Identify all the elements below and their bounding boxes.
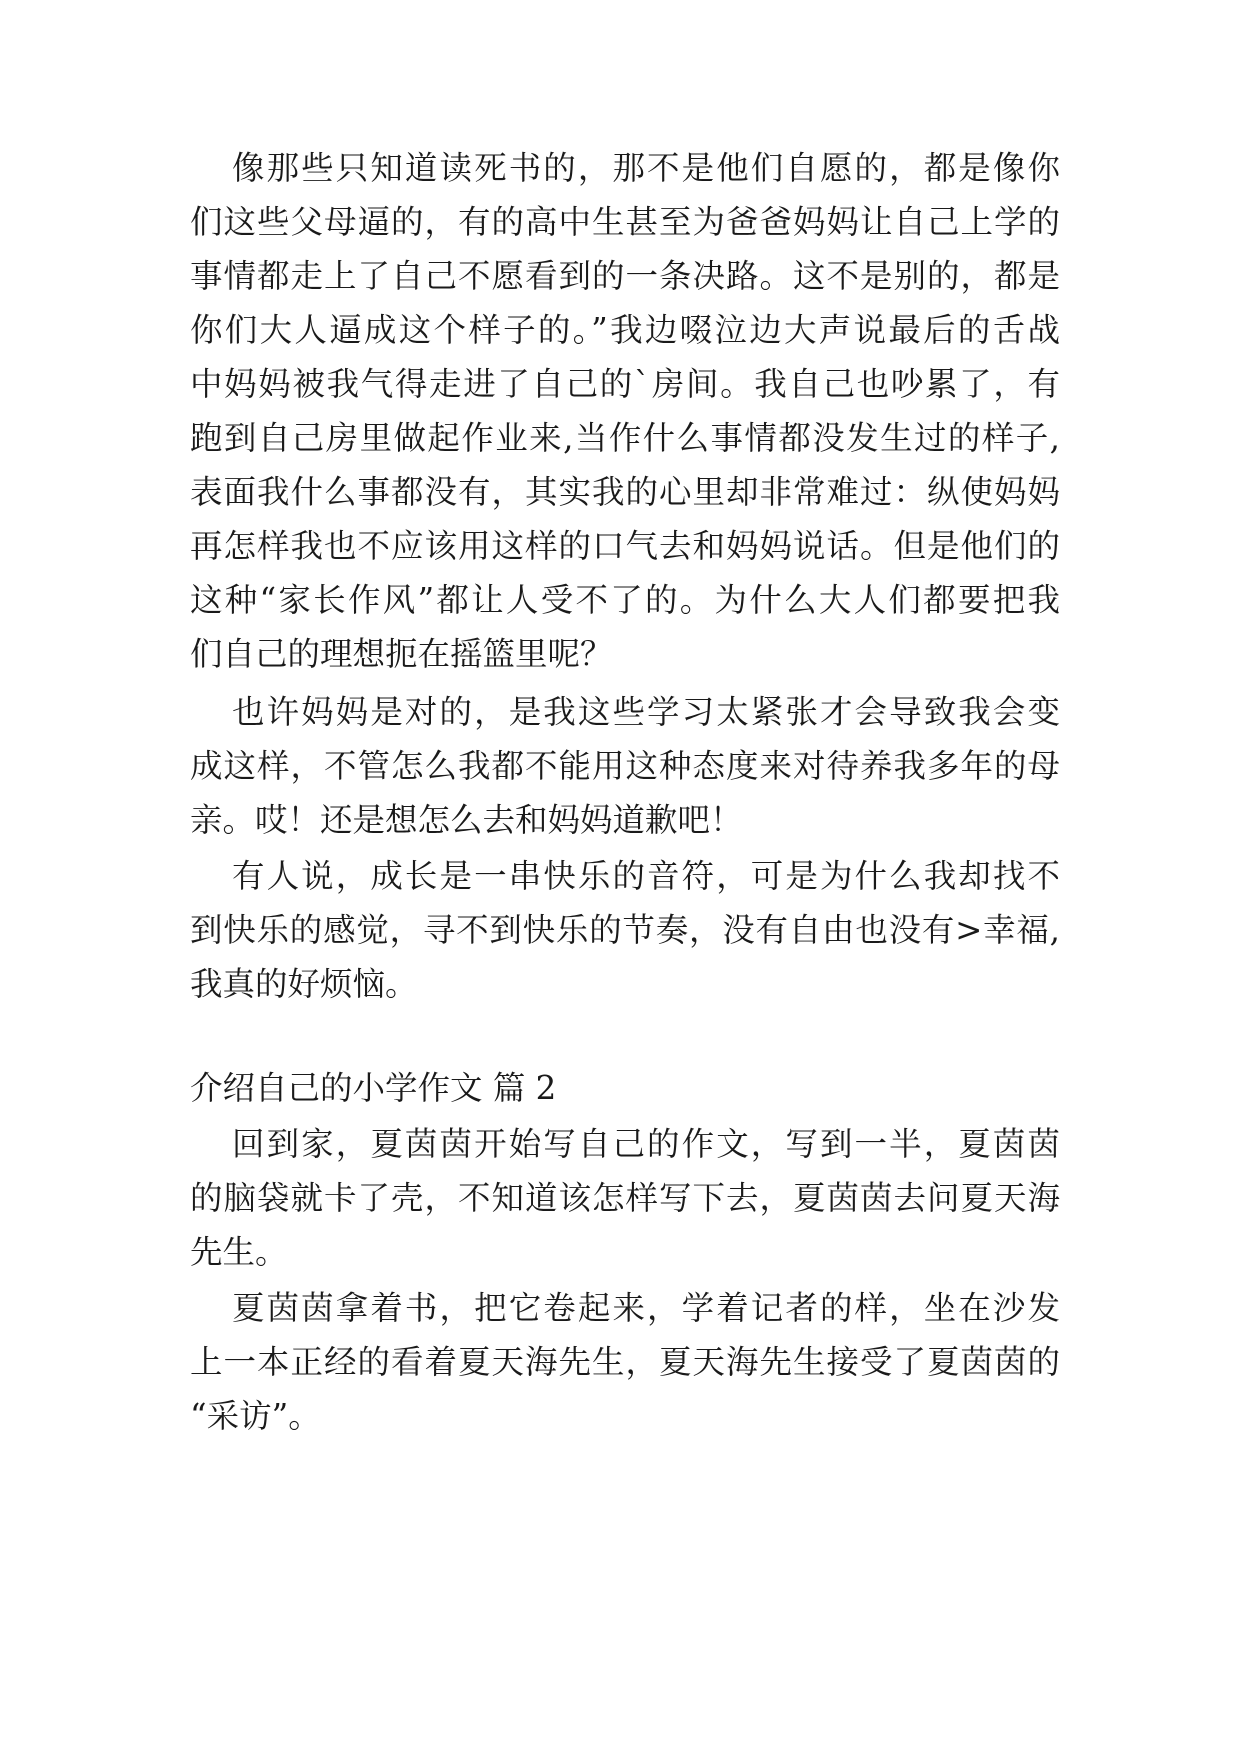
paragraph-line: 也许妈妈是对的，是我这些学习太紧张才会导致我会变 xyxy=(232,693,1060,731)
paragraph-line: 有人说，成长是一串快乐的音符，可是为什么我却找不 xyxy=(232,857,1060,895)
paragraph-line: 到快乐的感觉，寻不到快乐的节奏，没有自由也没有>幸福, xyxy=(190,911,1060,949)
paragraph-line: 中妈妈被我气得走进了自己的`房间。我自己也吵累了，有 xyxy=(190,365,1060,403)
paragraph-line: 你们大人逼成这个样子的。”我边啜泣边大声说最后的舌战 xyxy=(190,311,1060,349)
paragraph-line: 上一本正经的看着夏天海先生，夏天海先生接受了夏茵茵的 xyxy=(190,1343,1060,1381)
paragraph-line: 们自己的理想扼在摇篮里呢？ xyxy=(190,635,613,673)
paragraph-line: 跑到自己房里做起作业来,当作什么事情都没发生过的样子, xyxy=(190,419,1060,457)
paragraph-line: 这种“家长作风”都让人受不了的。为什么大人们都要把我 xyxy=(190,581,1060,619)
paragraph-line: 事情都走上了自己不愿看到的一条决路。这不是别的，都是 xyxy=(190,257,1060,295)
paragraph-line: “采访”。 xyxy=(190,1397,321,1435)
paragraph-line: 们这些父母逼的，有的高中生甚至为爸爸妈妈让自己上学的 xyxy=(190,203,1060,241)
paragraph-line: 再怎样我也不应该用这样的口气去和妈妈说话。但是他们的 xyxy=(190,527,1060,565)
paragraph-line: 亲。哎！还是想怎么去和妈妈道歉吧！ xyxy=(190,801,743,839)
paragraph-line: 我真的好烦恼。 xyxy=(190,965,418,1003)
section-heading: 介绍自己的小学作文 篇 2 xyxy=(190,1069,557,1107)
paragraph-line: 成这样，不管怎么我都不能用这种态度来对待养我多年的母 xyxy=(190,747,1060,785)
paragraph-line: 夏茵茵拿着书，把它卷起来，学着记者的样，坐在沙发 xyxy=(232,1289,1060,1327)
paragraph-line: 的脑袋就卡了壳，不知道该怎样写下去，夏茵茵去问夏天海 xyxy=(190,1179,1060,1217)
paragraph-line: 表面我什么事都没有，其实我的心里却非常难过：纵使妈妈 xyxy=(190,473,1060,511)
paragraph-line: 回到家，夏茵茵开始写自己的作文，写到一半，夏茵茵 xyxy=(232,1125,1060,1163)
paragraph-line: 像那些只知道读死书的，那不是他们自愿的，都是像你 xyxy=(232,149,1060,187)
paragraph-line: 先生。 xyxy=(190,1233,288,1271)
